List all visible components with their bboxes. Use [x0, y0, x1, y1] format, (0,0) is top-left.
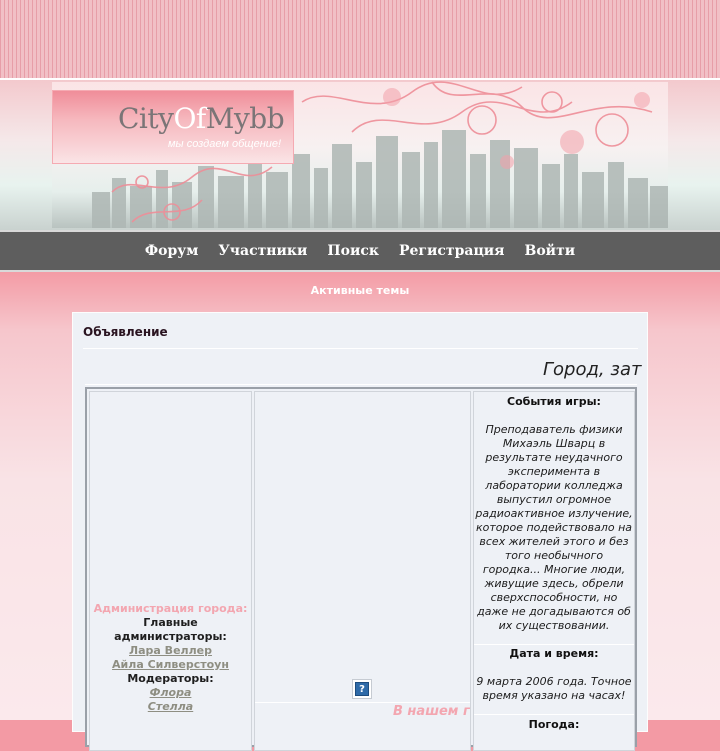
- nav-search[interactable]: Поиск: [327, 243, 379, 259]
- nav-register[interactable]: Регистрация: [398, 243, 505, 259]
- header-banner: [52, 82, 668, 228]
- main-admins-label: Главные администраторы:: [114, 616, 227, 643]
- moderator-link[interactable]: Флора: [149, 686, 192, 699]
- nav-members[interactable]: Участники: [218, 243, 308, 259]
- datetime-title: Дата и время:: [509, 647, 599, 660]
- logo-of: Of: [173, 102, 206, 135]
- marquee-text: Город, зат: [543, 359, 642, 380]
- site-slogan: мы создаем общение!: [168, 138, 282, 150]
- city-admin-label: Администрация города:: [93, 602, 248, 615]
- announcement-marquee: [85, 359, 642, 385]
- datetime-text: 9 марта 2006 года. Точное время указано на часах!: [476, 675, 632, 702]
- announcement-table: [85, 387, 637, 747]
- admin-column: [89, 391, 252, 751]
- nav-login[interactable]: Войти: [524, 243, 576, 259]
- moderator-link[interactable]: Стелла: [147, 700, 194, 713]
- announcement-title: Объявление: [83, 325, 168, 339]
- logo-prefix: City: [118, 102, 174, 135]
- main-navbar: [0, 230, 720, 272]
- info-column: [473, 391, 635, 751]
- admin-link[interactable]: Лара Веллер: [129, 644, 212, 657]
- town-text: В нашем г: [393, 704, 470, 719]
- logo-suffix: Mybb: [205, 102, 285, 135]
- site-logo[interactable]: [118, 102, 284, 135]
- announcement-panel: [72, 312, 648, 732]
- moderators-label: Модераторы:: [127, 672, 214, 685]
- divider: [474, 714, 634, 715]
- nav-forum[interactable]: Форум: [144, 243, 199, 259]
- top-stripes: [0, 0, 720, 80]
- active-topics-link[interactable]: Активные темы: [310, 284, 410, 297]
- events-title: События игры:: [507, 395, 601, 408]
- question-icon[interactable]: ?: [352, 679, 372, 699]
- divider: [83, 348, 638, 349]
- admin-link[interactable]: Айла Силверстоун: [112, 658, 229, 671]
- admin-block: [90, 602, 251, 714]
- divider: [474, 644, 634, 645]
- divider: [255, 702, 470, 703]
- weather-title: Погода:: [528, 718, 580, 731]
- events-text: Преподаватель физики Михаэль Шварц в результате неудачного эксперимента в лаборатории колледжа выпустил огромное радиоактивное излучение, которое подействовало на всех жителей этого и без того необычного городка... Многие люди, живущие здесь, обрели сверхспособности, но даже не догадываются об их существовании.: [475, 423, 633, 632]
- center-column: [254, 391, 471, 751]
